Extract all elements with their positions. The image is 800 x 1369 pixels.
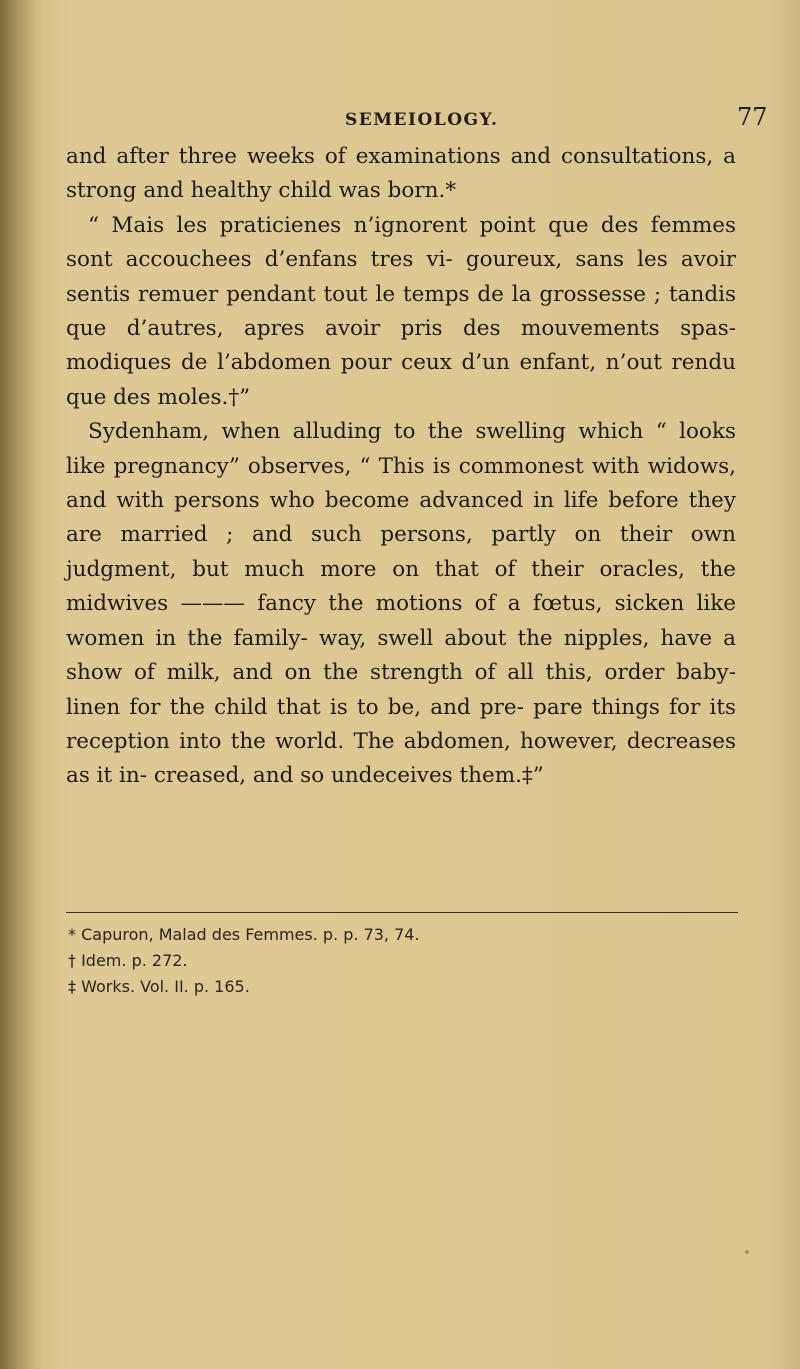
paper-speck bbox=[745, 1250, 749, 1254]
page-header bbox=[0, 103, 800, 139]
paragraph-3: Sydenham, when alluding to the swelling which “ looks like pregnancy” observes, “ This is commonest with widows, and with persons who become advanced in life before they are married ; and such persons, partly on their own judgment, but much more on that of their oracles, the midwives ——— fancy the motions of a fœtus, sicken like women in the family- way, swell about the nipples, have a show of milk, and on the strength of all this, order baby-linen for the child that is to be, and pre- pare things for its reception into the world. The abdomen, however, decreases as it in- creased, and so undeceives them.‡” bbox=[66, 419, 736, 789]
paragraph-1: and after three weeks of examinations and consultations, a strong and healthy child was born.* bbox=[66, 144, 736, 204]
footnote-1: * Capuron, Malad des Femmes. p. p. 73, 74. bbox=[68, 925, 420, 944]
footnote-3: ‡ Works. Vol. II. p. 165. bbox=[68, 977, 250, 996]
footnote-2: † Idem. p. 272. bbox=[68, 951, 188, 970]
running-head: SEMEIOLOGY. bbox=[345, 110, 499, 130]
page-number: 77 bbox=[737, 103, 768, 131]
footnotes bbox=[68, 922, 728, 1000]
body-text bbox=[66, 140, 736, 794]
footnote-divider bbox=[66, 912, 738, 913]
paragraph-2: “ Mais les praticienes n’ignorent point que des femmes sont accouchees d’enfans tres vi- goureux, sans les avoir sentis remuer pendant tout le temps de la grossesse ; tandis que d’autres, apres avoir pris des mouvements spas- modiques de l’abdomen pour ceux d’un enfant, n’out rendu que des moles.†” bbox=[66, 212, 736, 410]
